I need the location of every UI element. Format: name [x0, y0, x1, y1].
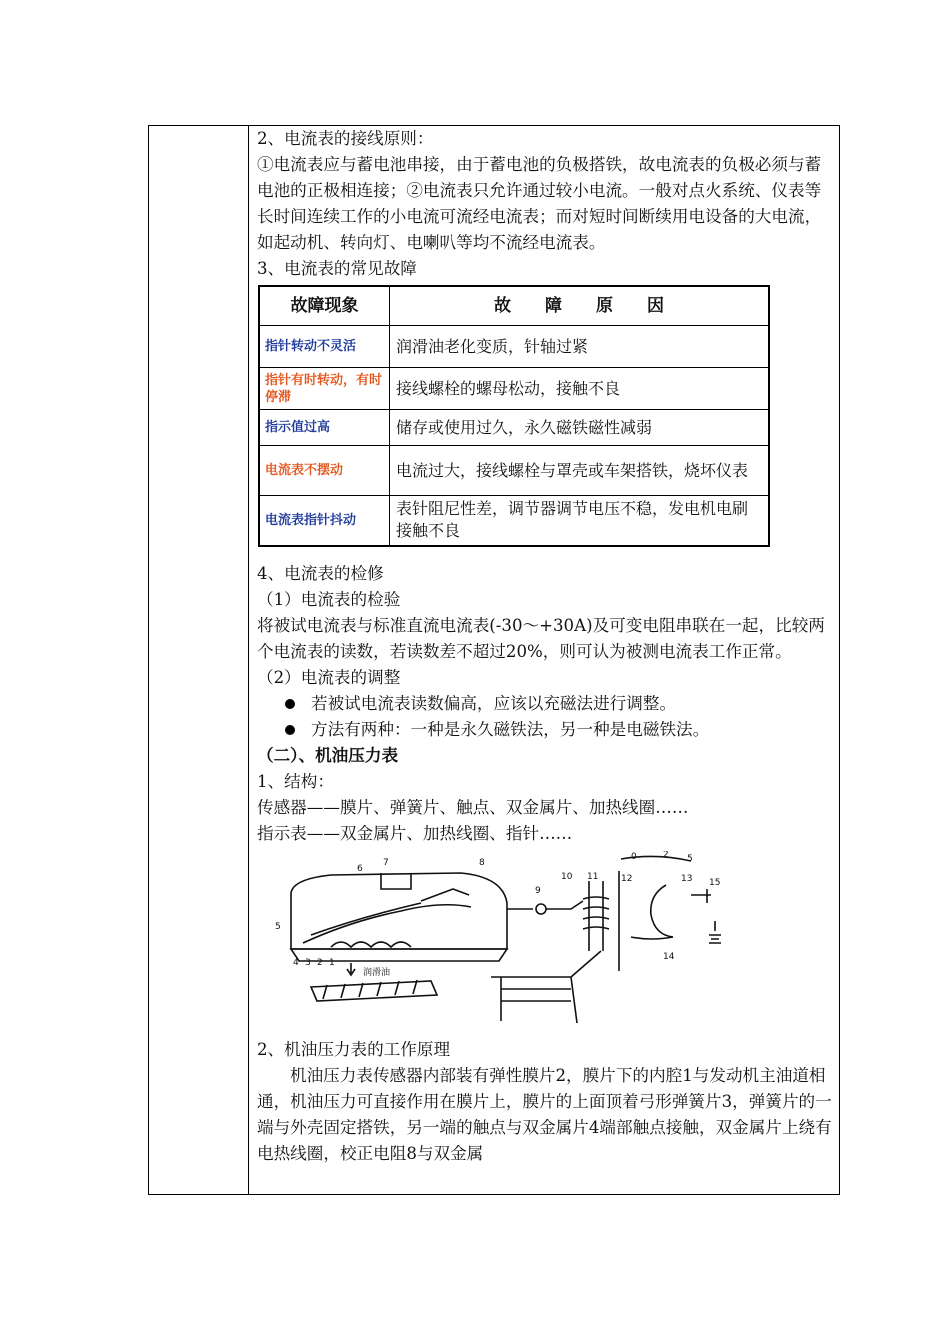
table-row: [259, 496, 769, 546]
adjust-title: （2）电流表的调整: [257, 667, 401, 687]
fault-symptom: 指针有时转动，有时停滞: [259, 368, 390, 410]
diagram-label: 10: [561, 871, 573, 882]
faults-title: 3、电流表的常见故障: [257, 259, 417, 278]
check-title: （1）电流表的检验: [257, 589, 401, 609]
col-cause-header: 故 障 原 因: [390, 286, 770, 326]
table-row: [259, 326, 769, 368]
fault-cause: 接线螺栓的螺母松动，接触不良: [390, 368, 770, 410]
wiring-body: ①电流表应与蓄电池串接，由于蓄电池的负极搭铁，故电流表的负极必须与蓄电池的正极相连接；②电流表只允许通过较小电流。一般对点火系统、仪表等长时间连续工作的小电流可流经电流表；而对短时间断续用电设备的大电流，如起动机、转向灯、电喇叭等均不流经电流表。: [257, 155, 822, 252]
diagram-label: 7: [383, 857, 389, 868]
bullet-item: [257, 691, 835, 717]
wiring-title: 2、电流表的接线原则：: [257, 129, 434, 148]
oil-pressure-gauge-diagram: [271, 851, 741, 1029]
document-table: [148, 125, 840, 1195]
fault-cause: 润滑油老化变质，针轴过紧: [390, 326, 770, 368]
structure-title: 1、结构：: [257, 771, 334, 791]
bullet-dot-icon: [285, 699, 295, 709]
diagram-label: 4: [293, 957, 299, 968]
principle-body: 机油压力表传感器内部装有弹性膜片2，膜片下的内腔1与发动机主油道相通，机油压力可直接作用在膜片上，膜片的上面顶着弓形弹簧片3，弹簧片的一端与外壳固定搭铁，另一端的触点与双金属片4端部触点接触，双金属片上绕有电热线圈，校正电阻8与双金属: [257, 1065, 832, 1163]
bullet-item: [257, 717, 835, 743]
oil-label: 润滑油: [363, 967, 391, 978]
diagram-label: 5: [275, 921, 281, 932]
scale-label: 2: [663, 850, 669, 860]
fault-cause: 电流过大，接线螺栓与罩壳或车架搭铁，烧坏仪表: [390, 446, 770, 496]
diagram-label: 12: [621, 873, 633, 884]
diagram-label: 11: [587, 871, 599, 882]
fault-symptom: 指示值过高: [259, 410, 390, 446]
fault-symptom: 电流表指针抖动: [259, 496, 390, 546]
scale-label: 0: [631, 851, 637, 862]
diagram-label: 6: [357, 863, 363, 874]
fault-table: [258, 285, 770, 547]
diagram-label: 13: [681, 873, 693, 884]
diagram-label: 14: [663, 951, 675, 962]
bullet-text: 方法有两种：一种是永久磁铁法，另一种是电磁铁法。: [311, 719, 710, 739]
bullet-dot-icon: [285, 725, 295, 735]
diagram-label: 2: [317, 957, 323, 968]
table-row: [259, 410, 769, 446]
repair-title: 4、电流表的检修: [257, 563, 384, 583]
fault-symptom: 电流表不摆动: [259, 446, 390, 496]
indicator-line: 指示表——双金属片、加热线圈、指针……: [257, 823, 573, 843]
table-row: [259, 368, 769, 410]
table-row: [259, 446, 769, 496]
scale-label: 5: [687, 853, 693, 864]
diagram-label: 8: [479, 857, 485, 868]
diagram-label: 3: [305, 957, 311, 968]
col-symptom-header: 故障现象: [259, 286, 390, 326]
section-title: （二）、机油压力表: [257, 745, 399, 765]
fault-cause: 储存或使用过久，永久磁铁磁性减弱: [390, 410, 770, 446]
fault-cause: 表针阻尼性差，调节器调节电压不稳，发电机电刷接触不良: [390, 496, 770, 546]
check-body: 将被试电流表与标准直流电流表(-30～+30A)及可变电阻串联在一起，比较两个电流表的读数，若读数差不超过20%，则可认为被测电流表工作正常。: [257, 615, 825, 661]
left-column: [149, 126, 249, 1194]
content-cell: [257, 126, 835, 1167]
diagram-label: 15: [709, 877, 721, 888]
principle-title: 2、机油压力表的工作原理: [257, 1039, 451, 1059]
sensor-line: 传感器——膜片、弹簧片、触点、双金属片、加热线圈……: [257, 797, 689, 817]
diagram-label: 9: [535, 885, 541, 896]
bullet-text: 若被试电流表读数偏高，应该以充磁法进行调整。: [311, 693, 677, 713]
fault-symptom: 指针转动不灵活: [259, 326, 390, 368]
diagram-label: 1: [329, 957, 335, 968]
